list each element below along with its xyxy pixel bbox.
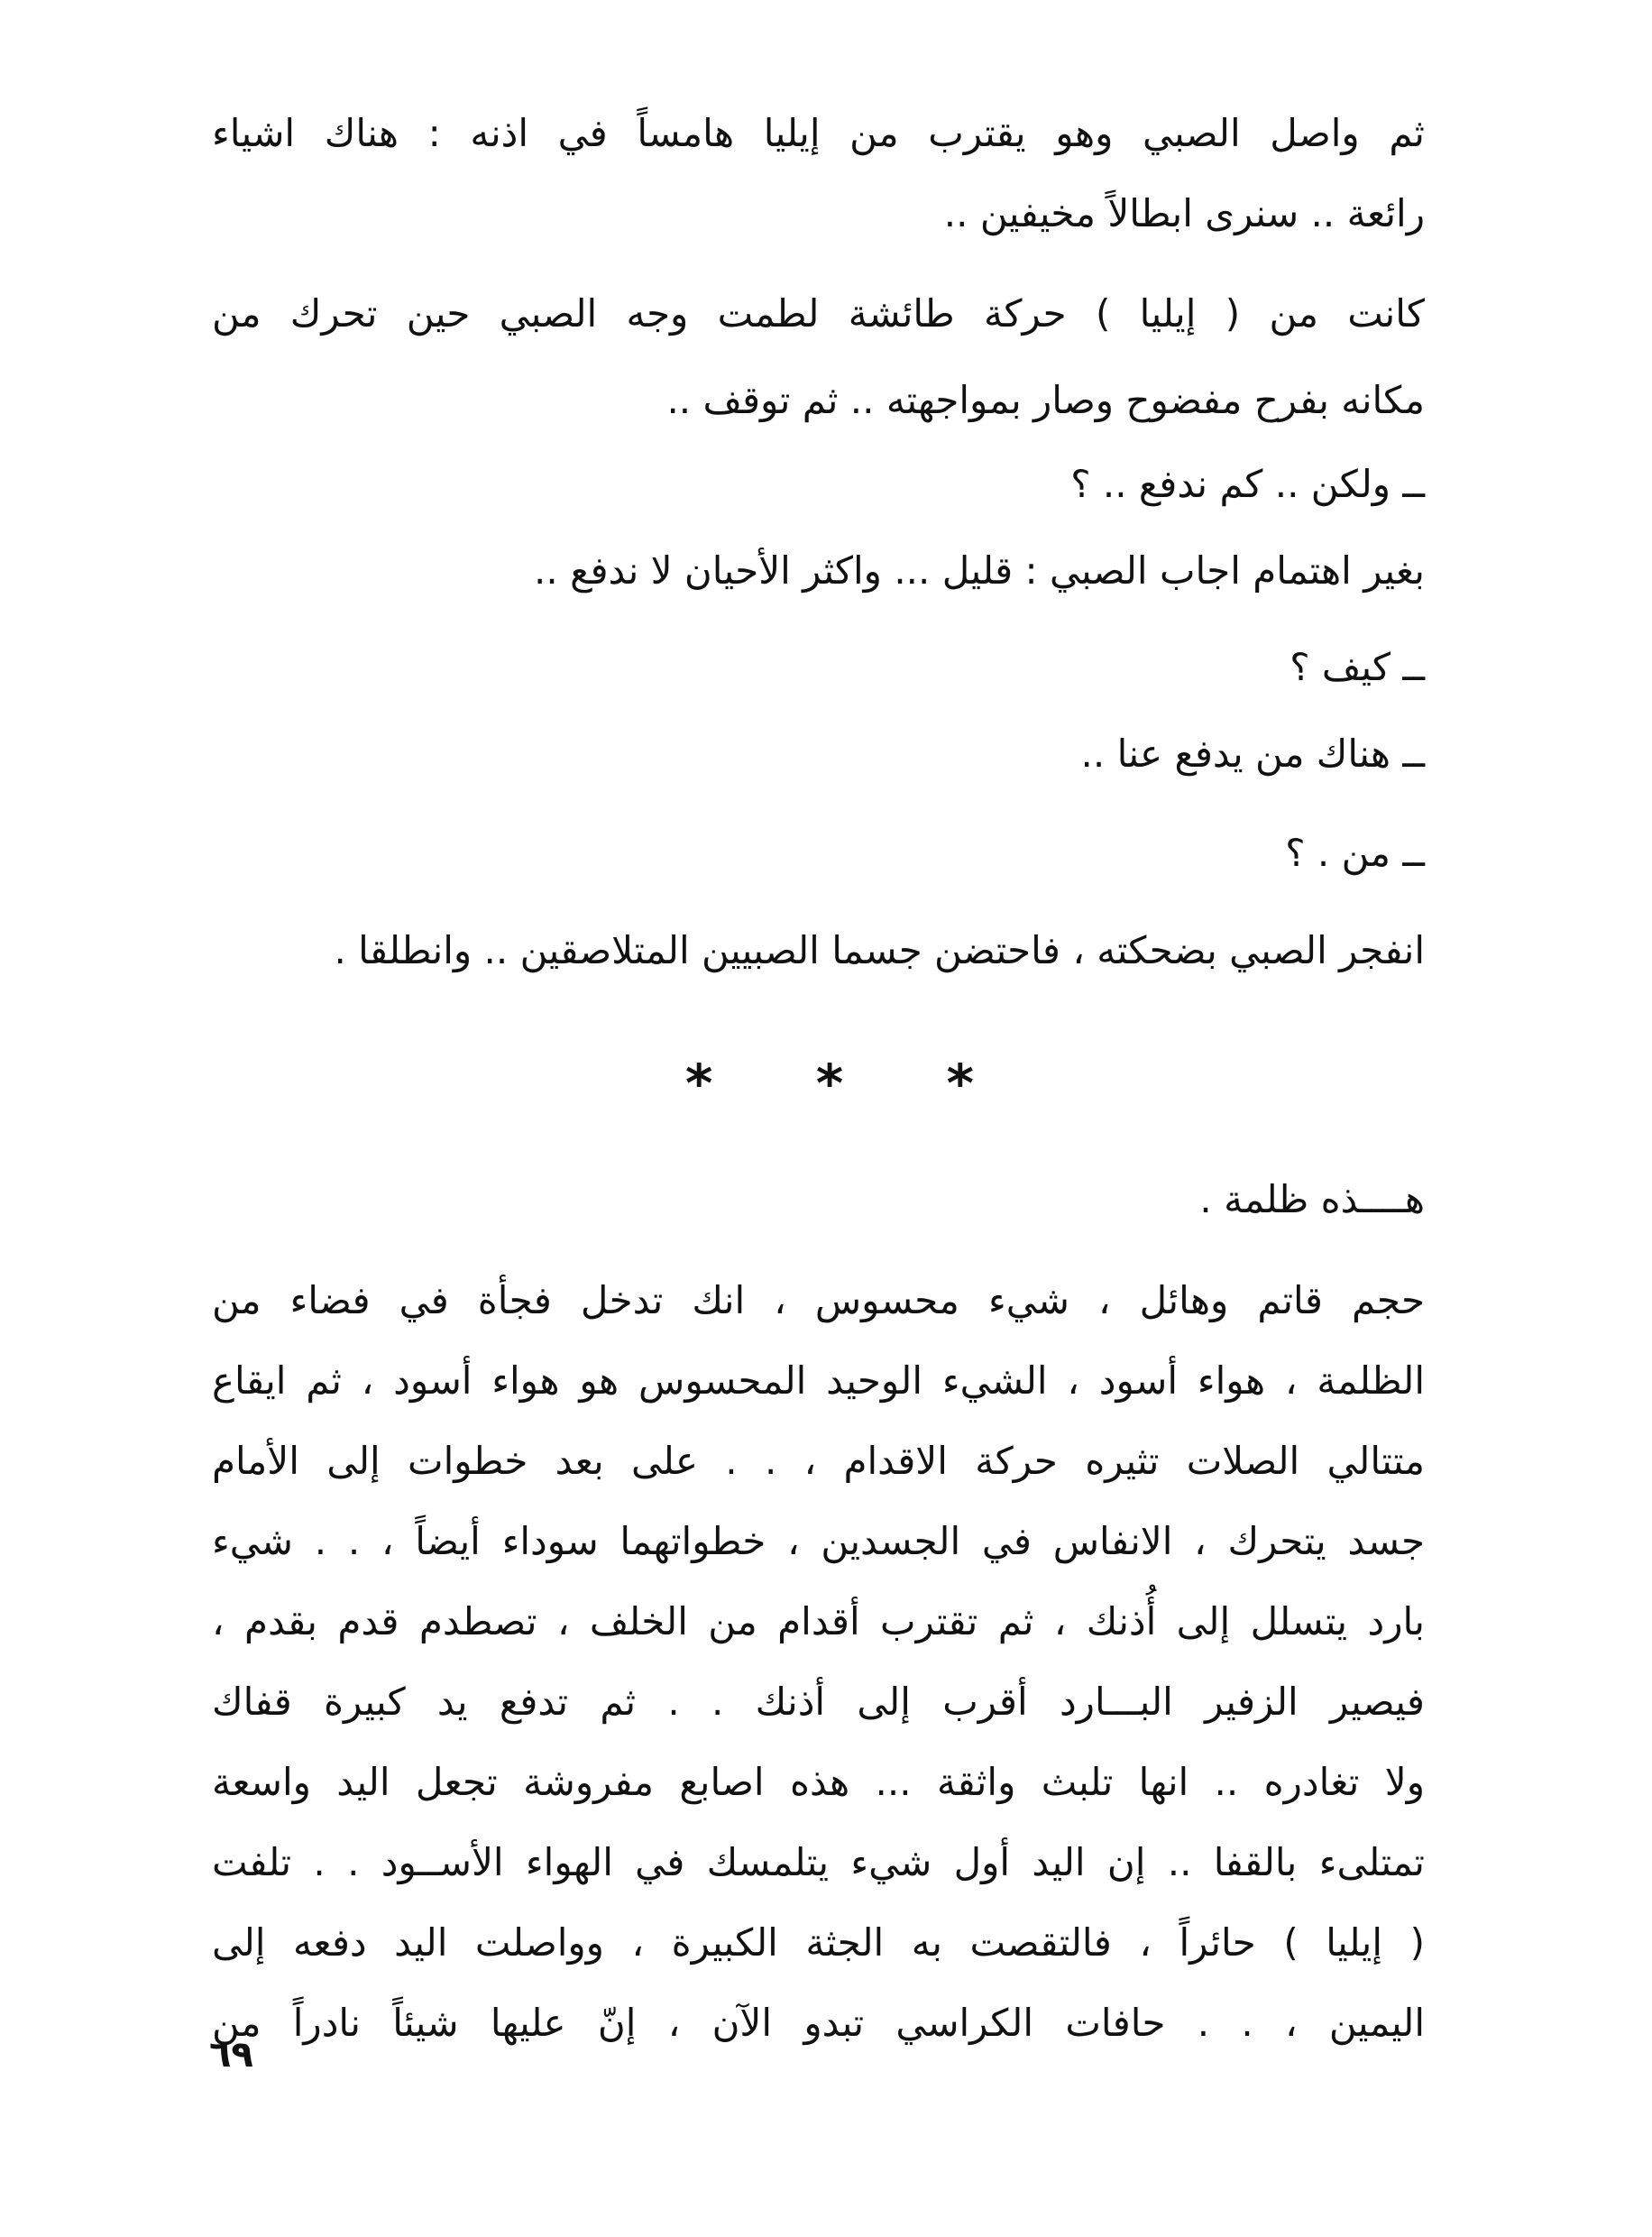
dialogue-line: ــ ولكن .. كم ندفع .. ؟ <box>1070 462 1425 506</box>
text-line: كانت من ( إيليا ) حركة طائشة لطمت وجه الصبي حين تحرك من <box>212 291 1425 336</box>
text-line: مكانه بفرح مفضوح وصار بمواجهته .. ثم توقف .. <box>666 378 1425 422</box>
separator-star: * <box>685 1053 713 1114</box>
text-line: فيصير الزفير البـــارد أقرب إلى أذنك . . ثم تدفع يد كبيرة قفاك <box>212 1680 1425 1724</box>
dialogue-line: ــ من . ؟ <box>1285 831 1425 875</box>
text-line: حجم قاتم وهائل ، شيء محسوس ، انك تدخل فجأة في فضاء من <box>212 1278 1425 1322</box>
text-line: تمتلىء بالقفا .. إن اليد أول شيء يتلمسك في الهواء الأســود . . تلفت <box>212 1840 1425 1884</box>
text-line: بارد يتسلل إلى أُذنك ، ثم تقترب أقدام من الخلف ، تصطدم قدم بقدم ، <box>212 1599 1425 1643</box>
text-line: الظلمة ، هواء أسود ، الشيء الوحيد المحسوس هو هواء أسود ، ثم ايقاع <box>212 1358 1425 1403</box>
text-line: متتالي الصلات تثيره حركة الاقدام ، . . على بعد خطوات إلى الأمام <box>212 1439 1425 1483</box>
section-separator <box>685 1052 974 1115</box>
text-line: ثم واصل الصبي وهو يقترب من إيليا هامساً في اذنه : هناك اشياء <box>212 111 1425 155</box>
text-line: اليمين ، . . حافات الكراسي تبدو الآن ، إنّ عليها شيئاً نادراً من <box>212 2001 1425 2045</box>
page-number: ٦٩ <box>209 2034 253 2076</box>
dialogue-line: ــ هناك من يدفع عنا .. <box>1080 732 1425 776</box>
separator-star: * <box>815 1053 844 1114</box>
separator-star: * <box>946 1053 974 1114</box>
text-line: رائعة .. سنرى ابطالاً مخيفين .. <box>943 191 1425 235</box>
text-line: ولا تغادره .. انها تلبث واثقة ... هذه اصابع مفروشة تجعل اليد واسعة <box>212 1760 1425 1804</box>
dialogue-line: ــ كيف ؟ <box>1289 645 1425 689</box>
text-line: انفجر الصبي بضحكته ، فاحتضن جسما الصبيين المتلاصقين .. وانطلقا . <box>334 928 1425 972</box>
text-line: جسد يتحرك ، الانفاس في الجسدين ، خطواتهما سوداء أيضاً ، . . شيء <box>212 1519 1425 1563</box>
text-line: ( إيليا ) حائراً ، فالتقصت به الجثة الكبيرة ، وواصلت اليد دفعه إلى <box>212 1920 1425 1965</box>
section-opening-line: هــــذه ظلمة . <box>1199 1177 1425 1221</box>
text-line: بغير اهتمام اجاب الصبي : قليل ... واكثر الأحيان لا ندفع .. <box>534 548 1425 593</box>
